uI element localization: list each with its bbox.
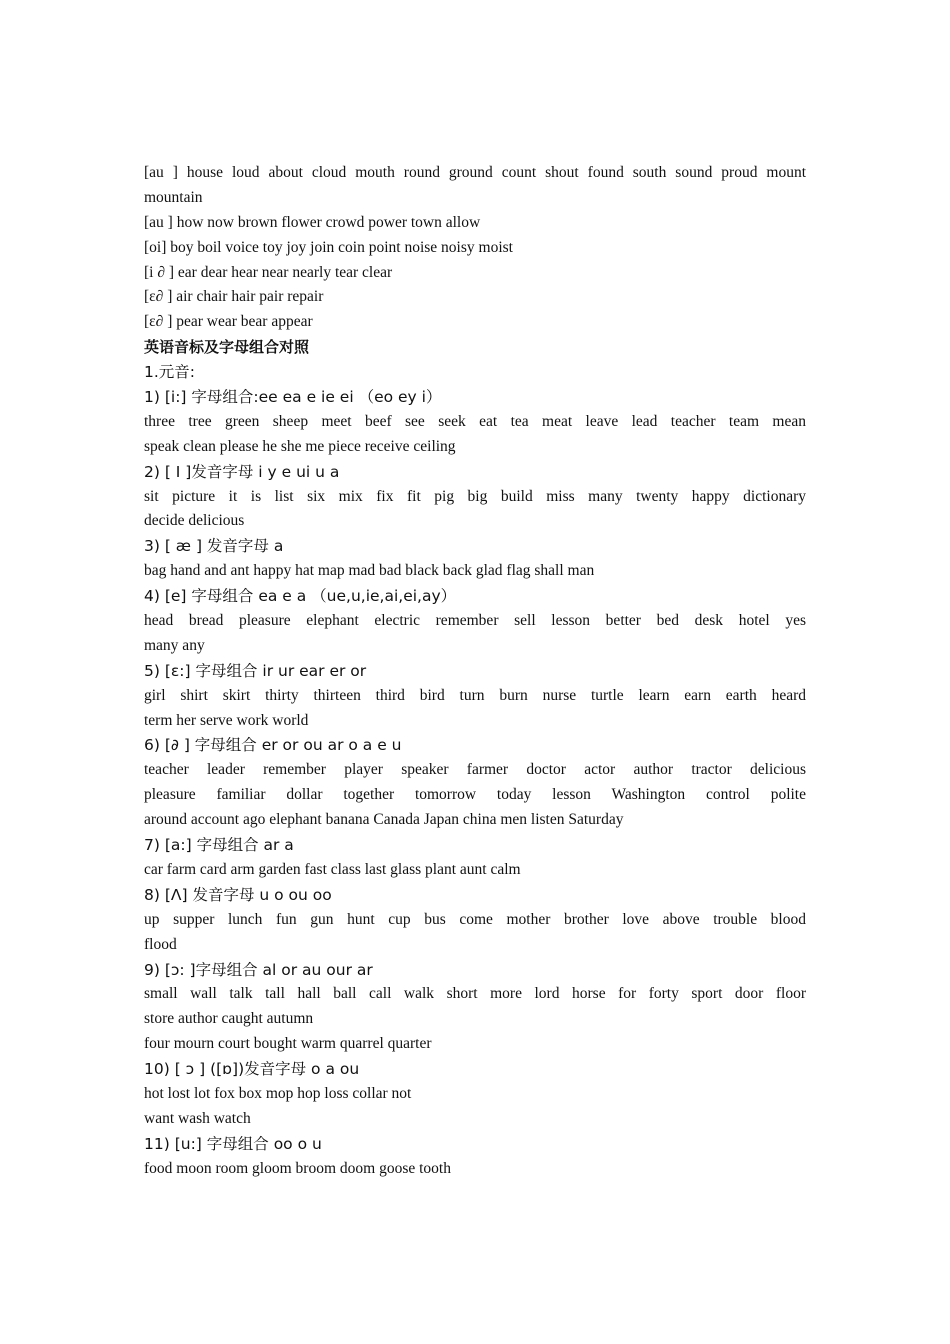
example-words: many any — [144, 636, 205, 654]
example-words: want wash watch — [144, 1109, 251, 1127]
text-line: [i ∂ ] ear dear hear near nearly tear clear — [144, 263, 393, 281]
subsection-label: 1.元音: — [144, 363, 196, 382]
phoneme-heading: 4) [e] 字母组合 ea e a （ue,u,ie,ai,ei,ay） — [144, 587, 457, 606]
section-heading: 英语音标及字母组合对照 — [144, 338, 310, 357]
example-words: speak clean please he she me piece receive ceiling — [144, 437, 456, 455]
example-words: store author caught autumn — [144, 1010, 314, 1028]
text-line: [ε∂ ] pear wear bear appear — [144, 313, 313, 331]
example-words: pleasure familiar dollar together tomorrow today lesson Washington control polite — [144, 786, 806, 804]
phoneme-heading: 9) [ɔ: ]字母组合 al or au our ar — [144, 960, 373, 979]
example-words: sit picture it is list six mix fix fit pig big build miss many twenty happy dictionary — [144, 487, 806, 505]
phoneme-heading: 10) [ ɔ ] ([ɒ])发音字母 o a ou — [144, 1060, 360, 1079]
phoneme-heading: 7) [a:] 字母组合 ar a — [144, 836, 294, 855]
example-words: teacher leader remember player speaker farmer doctor actor author tractor delicious — [144, 761, 806, 779]
example-words: hot lost lot fox box mop hop loss collar not — [144, 1084, 412, 1102]
phoneme-heading: 3) [ æ ] 发音字母 a — [144, 537, 284, 556]
document-page — [144, 161, 806, 1182]
phoneme-heading: 8) [Λ] 发音字母 u o ou oo — [144, 885, 332, 904]
text-line: [au ] house loud about cloud mouth round ground count shout found south sound proud mount — [144, 164, 806, 181]
example-words: bag hand and ant happy hat map mad bad black back glad flag shall man — [144, 562, 595, 580]
phoneme-heading: 1) [i:] 字母组合:ee ea e ie ei （eo ey i） — [144, 388, 442, 407]
example-words: car farm card arm garden fast class last glass plant aunt calm — [144, 860, 521, 878]
example-words: head bread pleasure elephant electric remember sell lesson better bed desk hotel yes — [144, 612, 806, 630]
example-words: term her serve work world — [144, 711, 309, 729]
example-words: girl shirt skirt thirty thirteen third bird turn burn nurse turtle learn earn earth heard — [144, 686, 806, 704]
phoneme-heading: 11) [u:] 字母组合 oo o u — [144, 1134, 322, 1153]
example-words: up supper lunch fun gun hunt cup bus come mother brother love above trouble blood — [144, 910, 806, 928]
phoneme-heading: 6) [∂ ] 字母组合 er or ou ar o a e u — [144, 736, 402, 755]
example-words: food moon room gloom broom doom goose tooth — [144, 1159, 451, 1177]
phoneme-heading: 2) [ I ]发音字母 i y e ui u a — [144, 462, 340, 481]
text-line: [au ] how now brown flower crowd power town allow — [144, 213, 481, 231]
example-words: flood — [144, 935, 177, 953]
example-words: around account ago elephant banana Canada Japan china men listen Saturday — [144, 811, 624, 829]
text-line: [ε∂ ] air chair hair pair repair — [144, 288, 324, 306]
text-line: mountain — [144, 188, 203, 206]
phoneme-heading: 5) [ε:] 字母组合 ir ur ear er or — [144, 661, 367, 680]
example-words: small wall talk tall hall ball call walk short more lord horse for forty sport door floor — [144, 985, 806, 1003]
example-words: decide delicious — [144, 512, 245, 530]
example-words: three tree green sheep meet beef see seek eat tea meat leave lead teacher team mean — [144, 412, 806, 430]
example-words: four mourn court bought warm quarrel quarter — [144, 1035, 432, 1053]
text-line: [oi] boy boil voice toy joy join coin point noise noisy moist — [144, 238, 513, 256]
